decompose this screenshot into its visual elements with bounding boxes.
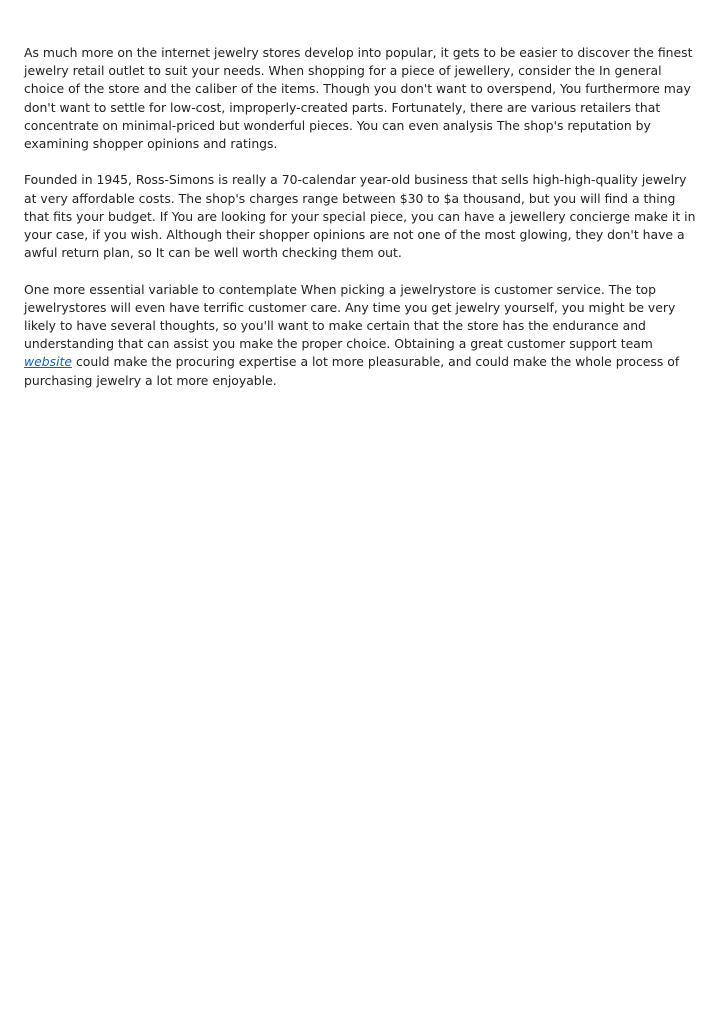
paragraph-3-text-after-link: could make the procuring expertise a lot more pleasurable, and could make the whole process of purchasing jewelry a lot more enjoyable. [24,354,680,388]
paragraph-1: As much more on the internet jewelry stores develop into popular, it gets to be easier to discover the finest jewelry retail outlet to suit your needs. When shopping for a piece of jewellery, consider the In general choice of the store and the caliber of the items. Though you don't want to overspend, You furthermore may don't want to settle for low-cost, improperly-created parts. Fortunately, there are various retailers that concentrate on minimal-priced but wonderful pieces. You can even analysis The shop's reputation by examining shopper opinions and ratings. [24,45,693,152]
website-link[interactable]: website [24,354,73,370]
paragraph-3-text-before-link: One more essential variable to contemplate When picking a jewelrystore is customer service. The top jewelrystores will even have terrific customer care. Any time you get jewelry yourself, you might be very likely to have several thoughts, so you'll want to make certain that the store has the endurance and understanding that can assist you make the proper choice. Obtaining a great customer support team [24,281,676,352]
paragraph-2: Founded in 1945, Ross-Simons is really a 70-calendar year-old business that sells high-high-quality jewelry at very affordable costs. The shop's charges range between $30 to $a thousand, but you will find a thing that fits your budget. If You are looking for your special piece, you can have a jewellery concierge make it in your case, if you wish. Although their shopper opinions are not one of the most glowing, they don't have a awful return plan, so It can be well worth checking them out. [24,172,696,261]
paragraph-3 [24,281,698,390]
